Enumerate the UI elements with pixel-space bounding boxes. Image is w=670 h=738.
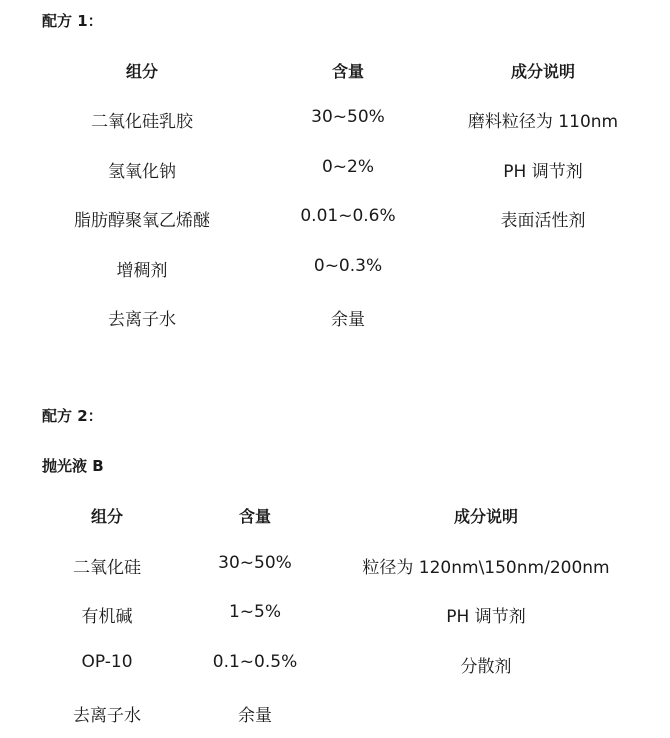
formula1-row-3-content: 0.01~0.6% <box>300 206 396 226</box>
formula2-header-content: 含量 <box>238 507 272 526</box>
formula1-row-2-description: PH 调节剂 <box>503 162 583 182</box>
formula1-heading: 配方 1： <box>42 12 103 30</box>
formula2-row-1-content: 30~50% <box>218 553 292 573</box>
formula2-header-description: 成分说明 <box>453 507 519 526</box>
formula2-heading: 配方 2： <box>42 407 103 425</box>
formula2-row-2-content: 1~5% <box>228 602 282 622</box>
formula1-row-2-component: 氢氧化钠 <box>108 162 176 182</box>
formula2-row-4-content: 余量 <box>238 706 272 726</box>
formula1-row-1-content: 30~50% <box>311 107 385 127</box>
formula2-row-2-component: 有机碱 <box>81 607 133 627</box>
formula2-row-3-description: 分散剂 <box>460 657 512 677</box>
formula2-row-4-component: 去离子水 <box>73 706 141 726</box>
formula2-row-3-content: 0.1~0.5% <box>212 652 298 672</box>
formula1-row-3-description: 表面活性剂 <box>500 211 586 231</box>
formula2-row-1-description: 粒径为 120nm\150nm/200nm <box>362 558 610 578</box>
formula2-row-3-component: OP-10 <box>81 652 133 672</box>
formula1-row-4-component: 增稠剂 <box>116 261 168 281</box>
formula2-header-component: 组分 <box>90 507 124 526</box>
formula1-row-1-component: 二氧化硅乳胶 <box>91 112 193 132</box>
formula1-row-2-content: 0~2% <box>321 157 375 177</box>
formula2-row-1-component: 二氧化硅 <box>73 558 141 578</box>
formula1-row-5-component: 去离子水 <box>108 310 176 330</box>
formula1-row-5-content: 余量 <box>331 310 365 330</box>
formula1-row-3-component: 脂肪醇聚氧乙烯醚 <box>74 211 210 231</box>
formula1-row-4-content: 0~0.3% <box>313 256 383 276</box>
formula1-header-component: 组分 <box>125 62 159 81</box>
formula2-subheading: 抛光液 B <box>42 457 104 475</box>
formula1-header-content: 含量 <box>331 62 365 81</box>
formula1-row-1-description: 磨料粒径为 110nm <box>467 112 619 132</box>
formula1-header-description: 成分说明 <box>510 62 576 81</box>
formula2-row-2-description: PH 调节剂 <box>446 607 526 627</box>
